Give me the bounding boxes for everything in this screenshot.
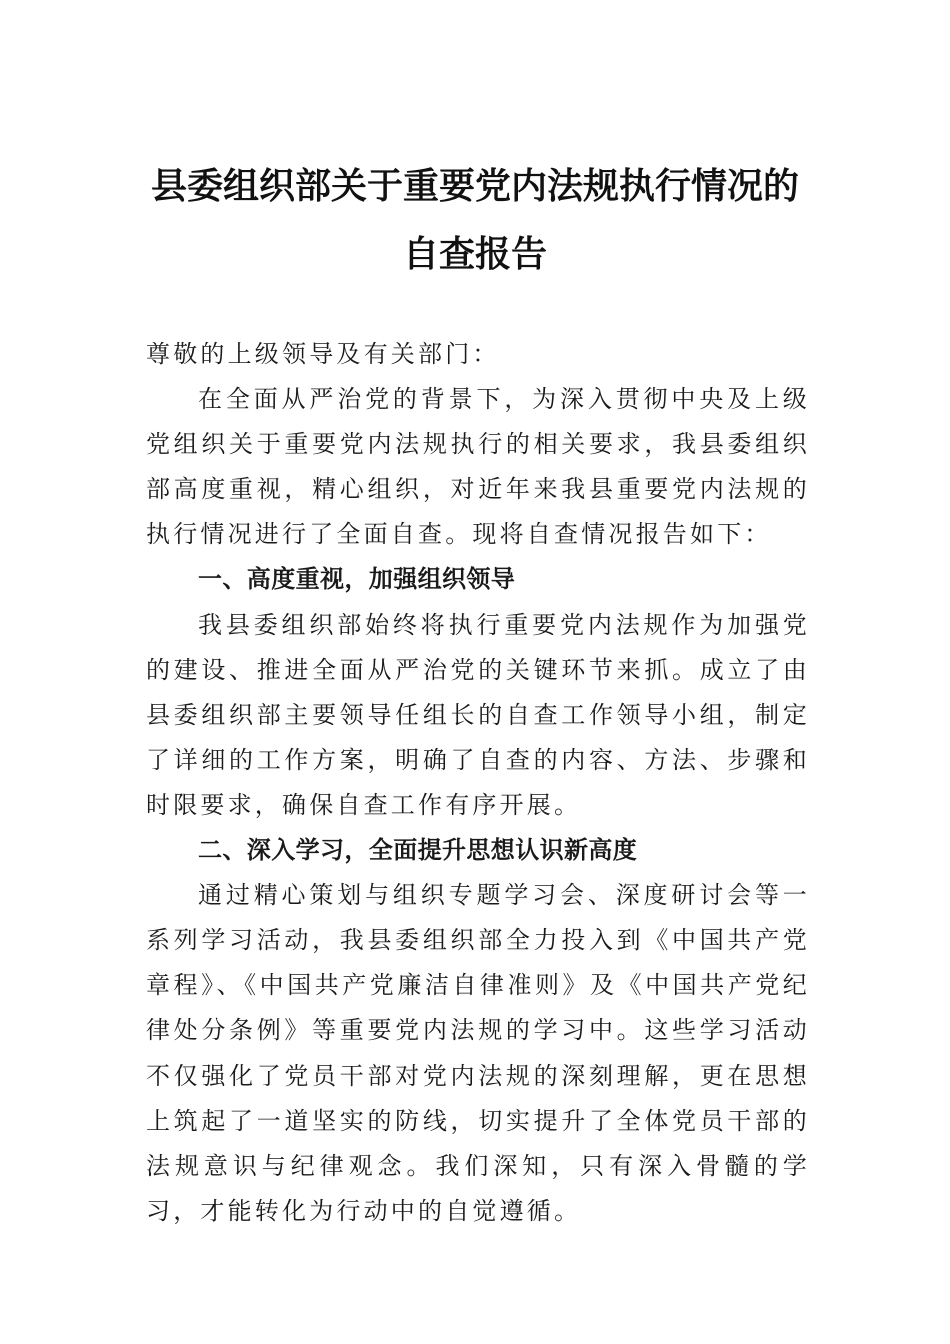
- salutation: 尊敬的上级领导及有关部门：: [146, 340, 500, 368]
- section-2-paragraph: 通过精心策划与组织专题学习会、深度研讨会等一系列学习活动，我县委组织部全力投入到《中国共产党章程》、《中国共产党廉洁自律准则》及《中国共产党纪律处分条例》等重要党内法规的学习中。这些学习活动不仅强化了党员干部对党内法规的深刻理解，更在思想上筑起了一道坚实的防线，切实提升了全体党员干部的法规意识与纪律观念。我们深知，只有深入骨髓的学习，才能转化为行动中的自觉遵循。: [146, 881, 810, 1225]
- section-2-heading: 二、深入学习，全面提升思想认识新高度: [198, 836, 638, 865]
- section-1-paragraph: 我县委组织部始终将执行重要党内法规作为加强党的建设、推进全面从严治党的关键环节来抓。成立了由县委组织部主要领导任组长的自查工作领导小组，制定了详细的工作方案，明确了自查的内容、方法、步骤和时限要求，确保自查工作有序开展。: [146, 610, 810, 819]
- document-title-line2: 自查报告: [402, 233, 547, 275]
- document-body: [146, 332, 810, 1234]
- section-1-heading: 一、高度重视，加强组织领导: [198, 565, 516, 594]
- intro-paragraph: 在全面从严治党的背景下，为深入贯彻中央及上级党组织关于重要党内法规执行的相关要求，我县委组织部高度重视，精心组织，对近年来我县重要党内法规的执行情况进行了全面自查。现将自查情况报告如下：: [146, 385, 810, 549]
- document-title-line1: 县委组织部关于重要党内法规执行情况的: [150, 165, 799, 207]
